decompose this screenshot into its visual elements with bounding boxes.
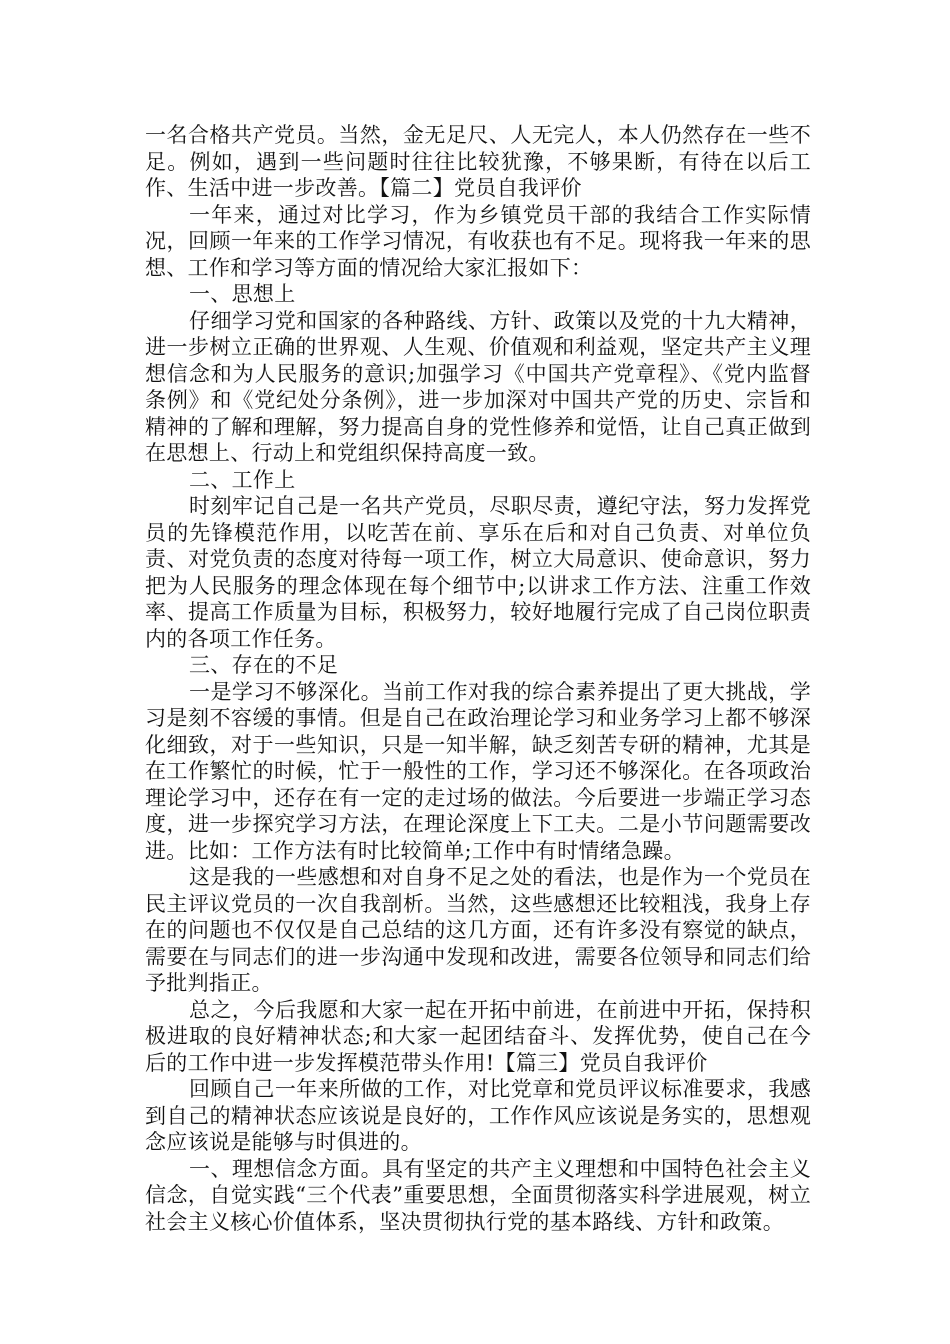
paragraph-thought: 仔细学习党和国家的各种路线、方针、政策以及党的十九大精神，进一步树立正确的世界观、人生观、价值观和利益观，坚定共产主义理想信念和为人民服务的意识;加强学习《中国共产党章程》、《党内监督条例》和《党纪处分条例》，进一步加深对中国共产党的历史、宗旨和精神的了解和理解，努力提高自身的党性修养和觉悟，让自己真正做到在思想上、行动上和党组织保持高度一致。 (145, 308, 811, 465)
paragraph-reflection: 这是我的一些感想和对自身不足之处的看法，也是作为一个党员在民主评议党员的一次自我剖析。当然，这些感想还比较粗浅，我身上存在的问题也不仅仅是自己总结的这几方面，还有许多没有察觉的缺点，需要在与同志们的进一步沟通中发现和改进，需要各位领导和同志们给予批判指正。 (145, 865, 811, 995)
section-heading-shortcomings: 三、存在的不足 (189, 653, 339, 677)
paragraph-shortcomings: 一是学习不够深化。当前工作对我的综合素养提出了更大挑战，学习是刻不容缓的事情。但是自己在政治理论学习和业务学习上都不够深化细致，对于一些知识，只是一知半解，缺乏刻苦专研的精神，尤其是在工作繁忙的时候，忙于一般性的工作，学习还不够深化。在各项政治理论学习中，还存在有一定的走过场的做法。今后要进一步端正学习态度，进一步探究学习方法，在理论深度上下工夫。二是小节问题需要改进。比如：工作方法有时比较简单;工作中有时情绪急躁。 (145, 679, 811, 863)
paragraph-work: 时刻牢记自己是一名共产党员，尽职尽责，遵纪守法，努力发挥党员的先锋模范作用，以吃苦在前、享乐在后和对自己负责、对单位负责、对党负责的态度对待每一项工作，树立大局意识、使命意识，努力把为人民服务的理念体现在每个细节中;以讲求工作方法、注重工作效率、提高工作质量为目标，积极努力，较好地履行完成了自己岗位职责内的各项工作任务。 (145, 494, 811, 651)
paragraph-conclusion: 总之，今后我愿和大家一起在开拓中前进，在前进中开拓，保持积极进取的良好精神状态;和大家一起团结奋斗、发挥优势，使自己在今后的工作中进一步发挥模范带头作用!【篇三】党员自我评价 (145, 997, 811, 1075)
paragraph-review: 回顾自己一年来所做的工作，对比党章和党员评议标准要求，我感到自己的精神状态应该说是良好的，工作作风应该说是务实的，思想观念应该说是能够与时俱进的。 (145, 1077, 811, 1154)
section-heading-work: 二、工作上 (189, 467, 296, 492)
section-heading-thought: 一、思想上 (189, 282, 296, 306)
paragraph-1: 一名合格共产党员。当然，金无足尺、人无完人，本人仍然存在一些不足。例如，遇到一些问题时往往比较犹豫，不够果断，有待在以后工作、生活中进一步改善。【篇二】党员自我评价 (145, 123, 811, 200)
paragraph-2: 一年来，通过对比学习，作为乡镇党员干部的我结合工作实际情况，回顾一年来的工作学习情况，有收获也有不足。现将我一年来的思想、工作和学习等方面的情况给大家汇报如下： (145, 202, 811, 280)
document-page (145, 122, 811, 1235)
paragraph-ideals: 一、理想信念方面。具有坚定的共产主义理想和中国特色社会主义信念，自觉实践“三个代表”重要思想，全面贯彻落实科学进展观，树立社会主义核心价值体系，坚决贯彻执行党的基本路线、方针和政策。 (145, 1156, 811, 1234)
